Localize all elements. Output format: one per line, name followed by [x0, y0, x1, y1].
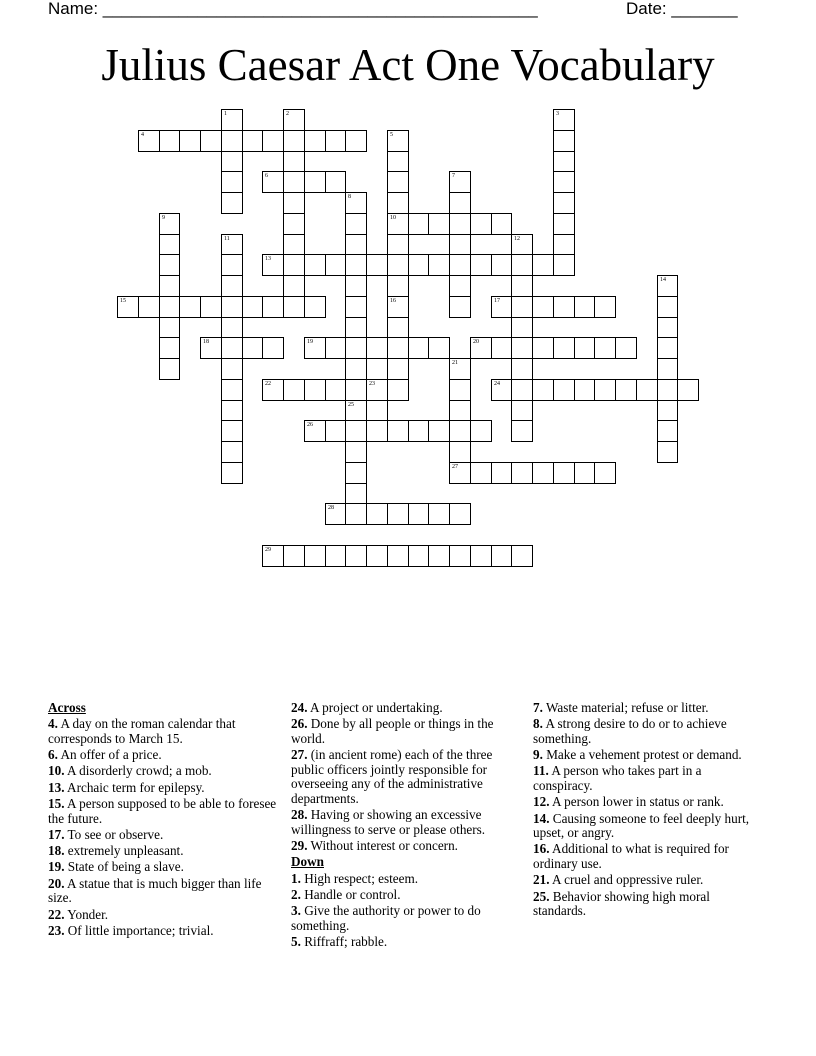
- clue: 10. A disorderly crowd; a mob.: [48, 763, 212, 779]
- crossword-cell[interactable]: [325, 503, 346, 525]
- crossword-cell[interactable]: [387, 275, 409, 297]
- clue-number: 5: [390, 132, 393, 138]
- clue-number: 2: [286, 111, 289, 117]
- crossword-cell[interactable]: [345, 379, 367, 401]
- crossword-cell[interactable]: [200, 337, 222, 359]
- clue-heading: Down: [291, 854, 324, 870]
- crossword-cell[interactable]: [657, 296, 678, 318]
- clue-number-label: 10.: [48, 763, 65, 779]
- crossword-cell[interactable]: [262, 171, 284, 193]
- crossword-cell[interactable]: [553, 462, 575, 484]
- crossword-cell[interactable]: [449, 441, 471, 463]
- crossword-cell[interactable]: [553, 151, 575, 172]
- crossword-cell[interactable]: [262, 337, 284, 359]
- crossword-cell[interactable]: [511, 545, 533, 567]
- clue-number: 1: [224, 111, 227, 117]
- crossword-cell[interactable]: [366, 337, 388, 359]
- crossword-cell[interactable]: [221, 337, 243, 359]
- crossword-cell[interactable]: [408, 254, 429, 276]
- crossword-cell[interactable]: [387, 420, 409, 442]
- crossword-cell[interactable]: [532, 337, 554, 359]
- crossword-cell[interactable]: [221, 462, 243, 484]
- crossword-cell[interactable]: [657, 379, 678, 401]
- crossword-cell[interactable]: [532, 379, 554, 401]
- crossword-cell[interactable]: [283, 130, 305, 152]
- crossword-cell[interactable]: [553, 254, 575, 276]
- clue: 24. A project or undertaking.: [291, 700, 443, 715]
- crossword-cell[interactable]: [553, 337, 575, 359]
- crossword-cell[interactable]: [221, 151, 243, 172]
- crossword-cell[interactable]: [428, 213, 450, 235]
- crossword-cell[interactable]: [428, 503, 450, 525]
- crossword-cell[interactable]: [511, 358, 533, 380]
- clue: 17. To see or observe.: [48, 826, 164, 842]
- crossword-cell[interactable]: [262, 545, 284, 567]
- crossword-cell[interactable]: [283, 171, 305, 193]
- clue-number-label: 19.: [48, 859, 65, 875]
- crossword-cell[interactable]: [159, 296, 180, 318]
- clue-number: 25: [348, 402, 354, 408]
- clue-heading: Across: [48, 700, 86, 715]
- clue-number-label: 7.: [533, 700, 543, 715]
- clue-number-label: 5.: [291, 934, 301, 950]
- crossword-cell[interactable]: [159, 130, 180, 152]
- crossword-cell[interactable]: [221, 379, 243, 401]
- clue-number: 13: [265, 256, 271, 262]
- clue-number-label: 17.: [48, 826, 65, 842]
- clue: 9. Make a vehement protest or demand.: [533, 747, 742, 763]
- crossword-cell[interactable]: [345, 213, 367, 235]
- crossword-cell[interactable]: [553, 109, 575, 131]
- crossword-cell[interactable]: [283, 234, 305, 255]
- crossword-cell[interactable]: [428, 545, 450, 567]
- crossword-cell[interactable]: [470, 545, 492, 567]
- clue-number-label: 4.: [48, 716, 58, 732]
- crossword-cell[interactable]: [304, 545, 326, 567]
- clue-column-3: [533, 701, 763, 921]
- crossword-cell[interactable]: [574, 379, 595, 401]
- clue: 23. Of little importance; trivial.: [48, 922, 214, 938]
- clue-number-label: 16.: [533, 841, 550, 857]
- crossword-cell[interactable]: [449, 358, 471, 380]
- crossword-cell[interactable]: [449, 213, 471, 235]
- crossword-cell[interactable]: [159, 213, 180, 235]
- crossword-cell[interactable]: [159, 317, 180, 338]
- crossword-cell[interactable]: [221, 296, 243, 318]
- clue: 16. Additional to what is required for ordinary use.: [533, 841, 729, 872]
- crossword-cell[interactable]: [345, 296, 367, 318]
- crossword-cell[interactable]: [657, 400, 678, 421]
- clue-number-label: 22.: [48, 906, 65, 922]
- clue: 5. Riffraff; rabble.: [291, 934, 388, 950]
- crossword-cell[interactable]: [345, 130, 367, 152]
- crossword-cell[interactable]: [532, 254, 554, 276]
- crossword-cell[interactable]: [553, 234, 575, 255]
- clue-number-label: 13.: [48, 779, 65, 795]
- clue: 6. An offer of a price.: [48, 747, 162, 763]
- clue-number-label: 12.: [533, 794, 550, 810]
- crossword-cell[interactable]: [283, 192, 305, 214]
- clue-number: 4: [141, 132, 144, 138]
- crossword-cell[interactable]: [449, 254, 471, 276]
- crossword-cell[interactable]: [594, 337, 616, 359]
- clue: 7. Waste material; refuse or litter.: [533, 700, 709, 715]
- crossword-cell[interactable]: [470, 254, 492, 276]
- crossword-cell[interactable]: [657, 420, 678, 442]
- crossword-cell[interactable]: [262, 296, 284, 318]
- crossword-cell[interactable]: [138, 130, 160, 152]
- crossword-cell[interactable]: [262, 254, 284, 276]
- crossword-cell[interactable]: [117, 296, 139, 318]
- crossword-cell[interactable]: [345, 234, 367, 255]
- clue-number: 24: [494, 381, 500, 387]
- crossword-cell[interactable]: [553, 213, 575, 235]
- crossword-cell[interactable]: [553, 192, 575, 214]
- clue-number-label: 9.: [533, 747, 543, 763]
- clue: 19. State of being a slave.: [48, 859, 184, 875]
- clue-number-label: 3.: [291, 903, 301, 919]
- crossword-cell[interactable]: [242, 130, 263, 152]
- crossword-cell[interactable]: [511, 400, 533, 421]
- crossword-cell[interactable]: [491, 337, 512, 359]
- crossword-cell[interactable]: [657, 317, 678, 338]
- crossword-cell[interactable]: [470, 213, 492, 235]
- clue: 1. High respect; esteem.: [291, 870, 419, 886]
- crossword-cell[interactable]: [366, 503, 388, 525]
- crossword-cell[interactable]: [345, 275, 367, 297]
- crossword-cell[interactable]: [553, 296, 575, 318]
- crossword-cell[interactable]: [304, 171, 326, 193]
- clue-number-label: 24.: [291, 700, 308, 715]
- crossword-cell[interactable]: [574, 337, 595, 359]
- clue-number: 15: [120, 298, 126, 304]
- crossword-cell[interactable]: [345, 400, 367, 421]
- clue: 22. Yonder.: [48, 906, 109, 922]
- crossword-cell[interactable]: [283, 109, 305, 131]
- crossword-cell[interactable]: [138, 296, 160, 318]
- clue-number: 22: [265, 381, 271, 387]
- crossword-cell[interactable]: [470, 420, 492, 442]
- clue-number-label: 27.: [291, 747, 308, 763]
- crossword-cell[interactable]: [179, 296, 201, 318]
- crossword-cell[interactable]: [325, 130, 346, 152]
- crossword-cell[interactable]: [511, 462, 533, 484]
- crossword-cell[interactable]: [283, 296, 305, 318]
- crossword-cell[interactable]: [304, 254, 326, 276]
- crossword-cell[interactable]: [677, 379, 699, 401]
- clue: 18. extremely unpleasant.: [48, 843, 184, 859]
- clue: 21. A cruel and oppressive ruler.: [533, 872, 704, 888]
- crossword-cell[interactable]: [408, 545, 429, 567]
- crossword-cell[interactable]: [511, 379, 533, 401]
- crossword-cell[interactable]: [511, 337, 533, 359]
- clue: 11. A person who takes part in a conspiracy.: [533, 763, 702, 794]
- clue-number: 12: [514, 236, 520, 242]
- crossword-cell[interactable]: [262, 379, 284, 401]
- crossword-cell[interactable]: [262, 130, 284, 152]
- crossword-cell[interactable]: [470, 337, 492, 359]
- crossword-cell[interactable]: [408, 420, 429, 442]
- clue-number: 9: [162, 215, 165, 221]
- clue-number: 23: [369, 381, 375, 387]
- crossword-cell[interactable]: [179, 130, 201, 152]
- clue-number-label: 15.: [48, 796, 65, 811]
- crossword-cell[interactable]: [636, 379, 658, 401]
- crossword-cell[interactable]: [345, 545, 367, 567]
- crossword-cell[interactable]: [283, 254, 305, 276]
- clue: 8. A strong desire to do or to achieve something.: [533, 716, 727, 746]
- crossword-cell[interactable]: [532, 296, 554, 318]
- clue-number-label: 18.: [48, 843, 65, 859]
- crossword-cell[interactable]: [345, 254, 367, 276]
- crossword-cell[interactable]: [594, 462, 616, 484]
- crossword-cell[interactable]: [304, 420, 326, 442]
- crossword-cell[interactable]: [387, 317, 409, 338]
- crossword-cell[interactable]: [345, 192, 367, 214]
- crossword-cell[interactable]: [221, 192, 243, 214]
- clue-number-label: 23.: [48, 922, 65, 938]
- crossword-cell[interactable]: [428, 254, 450, 276]
- crossword-cell[interactable]: [491, 379, 512, 401]
- crossword-cell[interactable]: [428, 337, 450, 359]
- crossword-cell[interactable]: [387, 337, 409, 359]
- crossword-cell[interactable]: [221, 400, 243, 421]
- crossword-cell[interactable]: [553, 171, 575, 193]
- clue: 14. Causing someone to feel deeply hurt, upset, or angry.: [533, 810, 750, 841]
- clue-number: 7: [452, 173, 455, 179]
- clue-number-label: 6.: [48, 747, 58, 763]
- clue-number: 3: [556, 111, 559, 117]
- clue-number: 29: [265, 547, 271, 553]
- crossword-cell[interactable]: [283, 151, 305, 172]
- clue-number-label: 11.: [533, 763, 549, 779]
- crossword-cell[interactable]: [387, 379, 409, 401]
- crossword-cell[interactable]: [221, 109, 243, 131]
- crossword-cell[interactable]: [657, 441, 678, 463]
- crossword-cell[interactable]: [387, 151, 409, 172]
- crossword-cell[interactable]: [304, 296, 326, 318]
- clue-number: 28: [328, 505, 334, 511]
- crossword-cell[interactable]: [387, 213, 409, 235]
- crossword-cell[interactable]: [345, 483, 367, 504]
- crossword-cell[interactable]: [594, 379, 616, 401]
- crossword-cell[interactable]: [221, 420, 243, 442]
- crossword-cell[interactable]: [325, 420, 346, 442]
- crossword-cell[interactable]: [387, 358, 409, 380]
- crossword-cell[interactable]: [449, 400, 471, 421]
- crossword-cell[interactable]: [387, 545, 409, 567]
- crossword-cell[interactable]: [491, 213, 512, 235]
- crossword-cell[interactable]: [345, 317, 367, 338]
- crossword-cell[interactable]: [345, 503, 367, 525]
- date-field[interactable]: Date: _______: [626, 0, 738, 18]
- crossword-cell[interactable]: [283, 275, 305, 297]
- crossword-cell[interactable]: [449, 171, 471, 193]
- crossword-cell[interactable]: [159, 358, 180, 380]
- crossword-cell[interactable]: [304, 379, 326, 401]
- crossword-cell[interactable]: [657, 358, 678, 380]
- crossword-cell[interactable]: [511, 234, 533, 255]
- clue: 15. A person supposed to be able to foresee the future.: [48, 796, 277, 826]
- crossword-cell[interactable]: [449, 296, 471, 318]
- crossword-cell[interactable]: [449, 275, 471, 297]
- crossword-cell[interactable]: [511, 275, 533, 297]
- crossword-cell[interactable]: [408, 503, 429, 525]
- crossword-cell[interactable]: [449, 503, 471, 525]
- clue-number-label: 8.: [533, 716, 543, 732]
- crossword-cell[interactable]: [325, 545, 346, 567]
- crossword-cell[interactable]: [594, 296, 616, 318]
- crossword-cell[interactable]: [325, 171, 346, 193]
- clue-number-label: 21.: [533, 872, 550, 888]
- clue-number: 11: [224, 236, 230, 242]
- clue-number: 6: [265, 173, 268, 179]
- crossword-cell[interactable]: [449, 234, 471, 255]
- crossword-cell[interactable]: [221, 171, 243, 193]
- crossword-cell[interactable]: [553, 379, 575, 401]
- crossword-cell[interactable]: [387, 171, 409, 193]
- crossword-cell[interactable]: [221, 317, 243, 338]
- crossword-cell[interactable]: [511, 296, 533, 318]
- crossword-cell[interactable]: [221, 275, 243, 297]
- clue-number: 14: [660, 277, 666, 283]
- crossword-cell[interactable]: [387, 503, 409, 525]
- clue: 3. Give the authority or power to do something.: [291, 903, 481, 933]
- clue-number: 27: [452, 464, 458, 470]
- crossword-cell[interactable]: [574, 296, 595, 318]
- clue-number-label: 26.: [291, 716, 308, 732]
- clue-number-label: 29.: [291, 838, 308, 854]
- crossword-cell[interactable]: [553, 130, 575, 152]
- clue-number: 8: [348, 194, 351, 200]
- clue-number: 17: [494, 298, 500, 304]
- crossword-cell[interactable]: [470, 462, 492, 484]
- crossword-cell[interactable]: [345, 358, 367, 380]
- clue-number-label: 14.: [533, 810, 550, 826]
- crossword-cell[interactable]: [325, 254, 346, 276]
- crossword-cell[interactable]: [511, 254, 533, 276]
- crossword-cell[interactable]: [615, 337, 637, 359]
- crossword-cell[interactable]: [159, 254, 180, 276]
- clue-number-label: 25.: [533, 888, 550, 904]
- crossword-cell[interactable]: [428, 420, 450, 442]
- clue: 25. Behavior showing high moral standards.: [533, 888, 710, 919]
- clue-number-label: 2.: [291, 886, 301, 902]
- crossword-cell[interactable]: [200, 130, 222, 152]
- crossword-cell[interactable]: [387, 192, 409, 214]
- crossword-cell[interactable]: [491, 296, 512, 318]
- crossword-cell[interactable]: [387, 296, 409, 318]
- crossword-cell[interactable]: [283, 379, 305, 401]
- clue-number: 16: [390, 298, 396, 304]
- crossword-cell[interactable]: [325, 337, 346, 359]
- clue-number-label: 28.: [291, 807, 308, 823]
- crossword-cell[interactable]: [657, 337, 678, 359]
- crossword-cell[interactable]: [366, 420, 388, 442]
- clue-column-1: [48, 701, 278, 940]
- clue-column-2: [291, 701, 521, 951]
- clue-number: 10: [390, 215, 396, 221]
- crossword-cell[interactable]: [283, 545, 305, 567]
- clue-number-label: 1.: [291, 870, 301, 886]
- clue: 28. Having or showing an excessive willingness to serve or please others.: [291, 807, 486, 837]
- crossword-cell[interactable]: [574, 462, 595, 484]
- clue: 29. Without interest or concern.: [291, 838, 458, 854]
- crossword-cell[interactable]: [221, 441, 243, 463]
- page-title: Julius Caesar Act One Vocabulary: [101, 40, 715, 90]
- crossword-cell[interactable]: [345, 420, 367, 442]
- clue-number: 21: [452, 360, 458, 366]
- crossword-cell[interactable]: [532, 462, 554, 484]
- crossword-cell[interactable]: [159, 275, 180, 297]
- clue: 27. (in ancient rome) each of the three public officers jointly responsible for overseeing any of the administrative departments.: [291, 747, 493, 806]
- crossword-cell[interactable]: [511, 317, 533, 338]
- crossword-cell[interactable]: [491, 254, 512, 276]
- crossword-cell[interactable]: [491, 545, 512, 567]
- crossword-cell[interactable]: [366, 545, 388, 567]
- crossword-cell[interactable]: [159, 234, 180, 255]
- crossword-cell[interactable]: [387, 234, 409, 255]
- crossword-cell[interactable]: [449, 545, 471, 567]
- name-field[interactable]: Name: ______________________________________________: [48, 0, 538, 18]
- crossword-cell[interactable]: [200, 296, 222, 318]
- crossword-cell[interactable]: [387, 130, 409, 152]
- crossword-cell[interactable]: [408, 213, 429, 235]
- crossword-cell[interactable]: [491, 462, 512, 484]
- crossword-cell[interactable]: [242, 337, 263, 359]
- crossword-cell[interactable]: [325, 379, 346, 401]
- crossword-cell[interactable]: [366, 254, 388, 276]
- clue: 12. A person lower in status or rank.: [533, 794, 724, 810]
- crossword-cell[interactable]: [345, 337, 367, 359]
- crossword-cell[interactable]: [615, 379, 637, 401]
- crossword-cell[interactable]: [221, 130, 243, 152]
- crossword-cell[interactable]: [345, 462, 367, 484]
- clue: 20. A statue that is much bigger than life size.: [48, 875, 262, 906]
- crossword-cell[interactable]: [304, 337, 326, 359]
- crossword-cell[interactable]: [449, 420, 471, 442]
- crossword-cell[interactable]: [366, 379, 388, 401]
- clue-number: 19: [307, 339, 313, 345]
- crossword-cell[interactable]: [408, 337, 429, 359]
- clue: 4. A day on the roman calendar that corresponds to March 15.: [48, 716, 236, 746]
- crossword-cell[interactable]: [221, 234, 243, 255]
- clue: 26. Done by all people or things in the world.: [291, 716, 494, 746]
- crossword-cell[interactable]: [283, 213, 305, 235]
- crossword-cell[interactable]: [159, 337, 180, 359]
- clue-number-label: 20.: [48, 875, 65, 891]
- crossword-cell[interactable]: [221, 254, 243, 276]
- crossword-cell[interactable]: [304, 130, 326, 152]
- crossword-cell[interactable]: [449, 462, 471, 484]
- clue: 2. Handle or control.: [291, 886, 401, 902]
- crossword-cell[interactable]: [221, 358, 243, 380]
- crossword-cell[interactable]: [657, 275, 678, 297]
- clue-number: 20: [473, 339, 479, 345]
- crossword-cell[interactable]: [242, 296, 263, 318]
- crossword-cell[interactable]: [449, 192, 471, 214]
- crossword-cell[interactable]: [511, 420, 533, 442]
- clue-number: 26: [307, 422, 313, 428]
- crossword-cell[interactable]: [366, 400, 388, 421]
- crossword-cell[interactable]: [387, 254, 409, 276]
- crossword-cell[interactable]: [345, 441, 367, 463]
- clue: 13. Archaic term for epilepsy.: [48, 779, 205, 795]
- crossword-cell[interactable]: [449, 379, 471, 401]
- clue-number: 18: [203, 339, 209, 345]
